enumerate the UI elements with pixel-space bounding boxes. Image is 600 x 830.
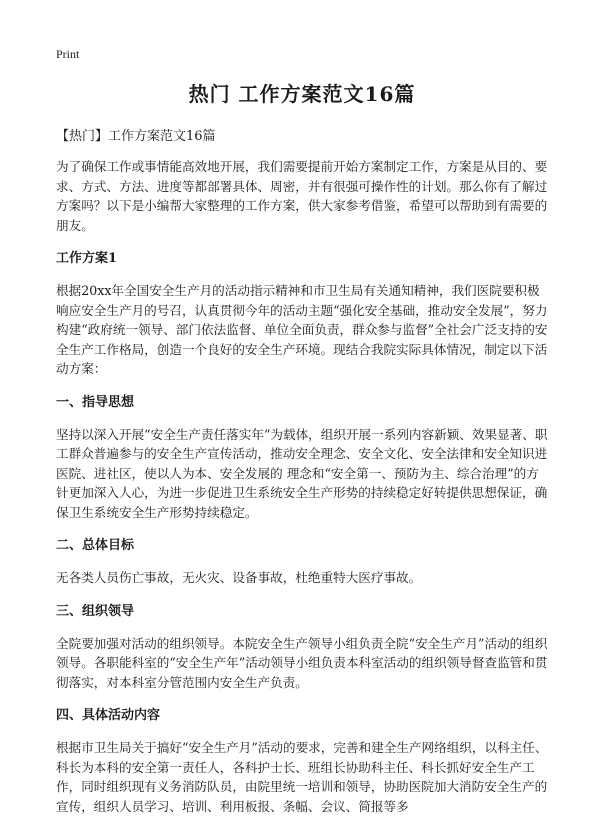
document-subtitle: 【热门】工作方案范文16篇 (56, 129, 216, 144)
heading-guiding-ideology: 一、指导思想 (56, 394, 135, 410)
overall-goal-paragraph: 无各类人员伤亡事故，无火灾、设备事故，杜绝重特大医疗事故。 (56, 570, 422, 585)
activity-content-paragraph: 根据市卫生局关于搞好“安全生产月”活动的要求，完善和建全生产网络组织，以科主任、科长为本科的安全第一责任人，各科护士长、班组长协助科主任、科长抓好安全生产工作，同时组织现有义务消防队员，由院里统一培训和领导，协助医院加大消防安全生产的宣传，组织人员学习、培训、利用板报、条幅、会议、简报等多 (56, 740, 548, 814)
section-heading-plan1: 工作方案1 (56, 251, 118, 266)
organization-paragraph: 全院要加强对活动的组织领导。本院安全生产领导小组负责全院“安全生产月”活动的组织领导。各职能科室的“安全生产年”活动领导小组负责本科室活动的组织领导督查监管和贯彻落实，对本科室分管范围内安全生产负责。 (56, 635, 548, 690)
document-body (56, 78, 548, 830)
heading-organization: 三、组织领导 (56, 603, 135, 619)
print-link[interactable]: Print (56, 47, 80, 61)
page-title: 热门 工作方案范文16篇 (188, 82, 416, 106)
guiding-ideology-paragraph: 坚持以深入开展“安全生产责任落实年”为载体，组织开展一系列内容新颖、效果显著、职工群众普遍参与的安全生产宣传活动，推动安全理念、安全文化、安全法律和安全知识进医院、进社区，使以人为本、安全发展的 理念和“安全第一、预防为主、综合治理”的方针更加深入人心，为进一步促进卫生系统安全生产形势的持续稳定好转提供思想保证，确保卫生系统安全生产形势持续稳定。 (56, 426, 548, 520)
heading-activity-content: 四、具体活动内容 (56, 708, 161, 723)
heading-overall-goal: 二、总体目标 (56, 538, 135, 553)
intro-paragraph: 为了确保工作或事情能高效地开展，我们需要提前开始方案制定工作，方案是从目的、要求、方式、方法、进度等都部署具体、周密，并有很强可操作性的计划。那么你有了解过方案吗？以下是小编帮大家整理的工作方案，供大家参考借鉴，希望可以帮助到有需要的朋友。 (56, 159, 548, 233)
plan1-paragraph: 根据20xx年全国安全生产月的活动指示精神和市卫生局有关通知精神，我们医院要积极响应安全生产月的号召，认真贯彻今年的活动主题“强化安全基础，推动安全发展”，努力构建“政府统一领导、部门依法监督、单位全面负责，群众参与监督”全社会广泛支持的安全生产工作格局，创造一个良好的安全生产环境。现结合我院实际具体情况，制定以下活动方案： (56, 283, 548, 376)
